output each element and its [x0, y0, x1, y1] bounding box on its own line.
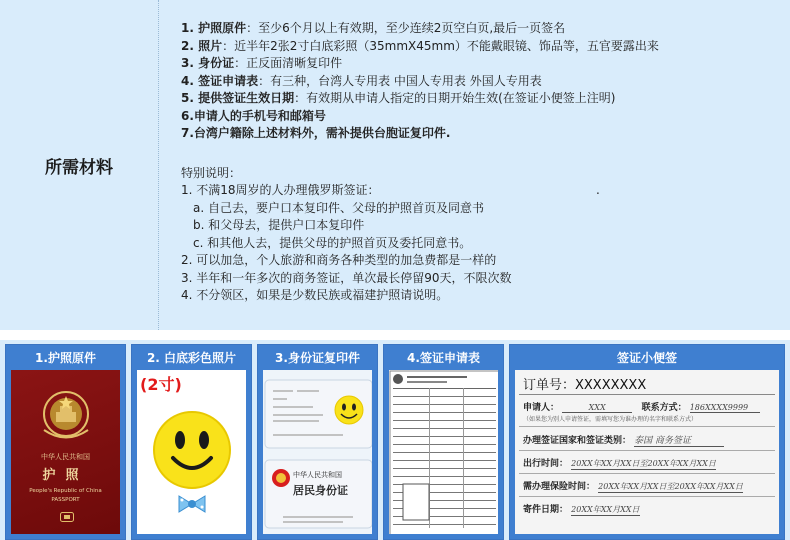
form-document-icon: [389, 370, 498, 534]
special-item: 3. 半年和一年多次的商务签证，单次最长停留90天，不限次数: [181, 270, 512, 285]
applicant-value: XXX: [562, 403, 632, 413]
smiley-icon: [137, 370, 246, 534]
card-passport: [5, 344, 126, 540]
insurance-row: [523, 479, 771, 493]
requirement-item: [181, 90, 781, 108]
stray-dot: .: [596, 183, 600, 197]
card-title: 3.身份证复印件: [275, 350, 360, 365]
application-form-image: [389, 370, 498, 534]
idcard-country: 中华人民共和国: [293, 471, 342, 479]
requirement-text: ：有效期从申请人指定的日期开始生效(在签证小便签上注明): [294, 91, 616, 105]
idcard-title: 居民身份证: [293, 484, 348, 497]
depart-value: 20XX年XX月XX日至20XX年XX月XX日: [571, 459, 716, 468]
requirement-text: ：正反面清晰复印件: [234, 56, 343, 70]
applicant-label: 申请人：: [523, 403, 560, 413]
section-label-cell: [0, 0, 158, 330]
divider: [519, 394, 775, 395]
divider: [519, 450, 775, 451]
requirement-text: ：有三种，台湾人专用表 中国人专用表 外国人专用表: [258, 73, 542, 88]
depart-label: 出行时间：: [523, 459, 569, 469]
card-title: 1.护照原件: [35, 350, 96, 365]
insurance-label: 需办理保险时间：: [523, 482, 596, 492]
divider: [519, 473, 775, 474]
order-number: 订单号：XXXXXXXX: [523, 378, 647, 393]
special-item-text: 1. 不满18周岁的人办理俄罗斯签证：: [181, 183, 380, 197]
requirement-title: 3. 身份证: [181, 56, 235, 70]
contact-label: 联系方式：: [641, 403, 687, 413]
card-idcard: [257, 344, 378, 540]
contact-value: 186XXXX9999: [690, 403, 760, 413]
vertical-divider: [158, 0, 159, 330]
special-item: 4. 不分领区，如果是少数民族或福建护照请说明。: [181, 288, 449, 302]
passport-country-en: People's Republic of China: [29, 488, 102, 494]
requirement-title: 2. 照片: [181, 38, 223, 53]
requirement-title: 1. 护照原件: [181, 21, 247, 35]
passport-cover: [11, 370, 120, 534]
passport-word-en: PASSPORT: [51, 497, 80, 503]
special-item: [181, 182, 781, 200]
card-title: 2. 白底彩色照片: [146, 350, 237, 365]
mail-label: 寄件日期：: [523, 505, 569, 515]
photo-image: [137, 370, 246, 534]
card-title: 4.签证申请表: [407, 350, 480, 365]
card-application-form: [383, 344, 504, 540]
special-subitem: a. 自己去，要户口本复印件、父母的护照首页及同意书: [193, 200, 484, 215]
requirement-title: 6.申请人的手机号和邮箱号: [181, 108, 326, 123]
depart-row: [523, 456, 771, 470]
requirement-item: [181, 125, 781, 143]
requirement-text: ：近半年2张2寸白底彩照（35mmX45mm）不能戴眼镜、饰品等，五官要露出来: [222, 38, 659, 53]
section-label: 所需材料: [45, 157, 113, 178]
card-visa-note: [509, 344, 785, 540]
requirement-item: [181, 38, 781, 56]
requirement-item: [181, 55, 781, 73]
national-emblem-icon: [11, 370, 120, 450]
divider: [519, 496, 775, 497]
idcard-image: [263, 370, 372, 534]
requirement-item: [181, 108, 781, 126]
card-photo: [131, 344, 252, 540]
requirements-content: [181, 20, 781, 305]
requirement-item: [181, 73, 781, 91]
divider: [519, 426, 775, 427]
requirement-title: 4. 签证申请表: [181, 73, 259, 88]
country-value: 泰国 商务签证: [634, 433, 724, 447]
insurance-value: 20XX年XX月XX日至20XX年XX月XX日: [598, 482, 743, 491]
applicant-row: [523, 400, 771, 413]
visa-note-image: [515, 370, 779, 534]
card-title: 签证小便签: [616, 350, 677, 365]
requirement-text: ：至少6个月以上有效期，至少连续2页空白页,最后一页签名: [246, 21, 566, 35]
special-heading: 特别说明：: [181, 165, 242, 180]
photo-size-label: (2寸): [140, 375, 182, 394]
country-row: [523, 433, 771, 447]
id-card-front-icon: [263, 370, 372, 534]
special-item: 2. 可以加急，个人旅游和商务各种类型的加急费都是一样的: [181, 253, 497, 267]
country-label: 办理签证国家和签证类别：: [523, 436, 632, 446]
applicant-hint: （如果您为别人申请签证，需填写您为谁办理的名字和联系方式）: [523, 416, 698, 423]
mail-value: 20XX年XX月XX日: [571, 505, 640, 514]
passport-word: 护照: [42, 468, 89, 483]
mail-row: [523, 502, 771, 516]
chip-icon: [60, 512, 74, 522]
requirement-title: 7.台湾户籍除上述材料外，需补提供台胞证复印件.: [181, 126, 451, 140]
special-subitem: b. 和父母去，提供户口本复印件: [193, 218, 365, 232]
requirement-title: 5. 提供签证生效日期: [181, 91, 295, 105]
section-separator: [0, 330, 790, 340]
passport-image: [11, 370, 120, 534]
special-subitem: c. 和其他人去，提供父母的护照首页及委托同意书。: [193, 235, 472, 250]
requirement-item: [181, 20, 781, 38]
passport-country-cn: 中华人民共和国: [41, 453, 90, 461]
